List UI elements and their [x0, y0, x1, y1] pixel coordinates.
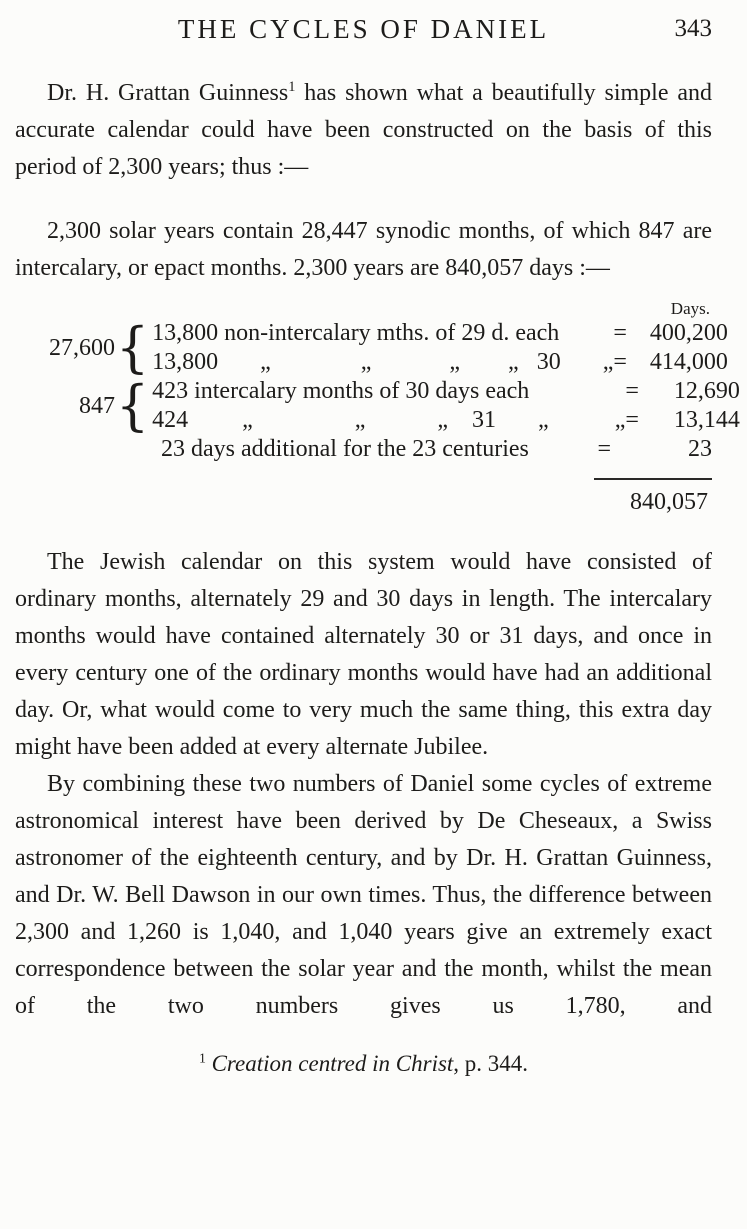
- calc-row-value: 400,200: [649, 320, 728, 346]
- table-row: [152, 377, 740, 406]
- equals-sign: =: [597, 436, 611, 462]
- left-brace-icon: {: [116, 374, 150, 438]
- calc-row-text: 13,800 „ „ „ „ 30 „: [152, 349, 614, 375]
- equals-sign: =: [625, 378, 639, 404]
- calc-row-text: 23 days additional for the 23 centuries: [161, 436, 529, 462]
- page-title: THE CYCLES OF DANIEL: [177, 14, 550, 44]
- table-row: [152, 319, 728, 348]
- paragraph-intro: [15, 75, 712, 186]
- calc-row-text: 424 „ „ „ 31 „ „: [152, 407, 626, 433]
- footnote-book-title: Creation centred in Christ: [211, 1051, 454, 1076]
- table-row: [152, 406, 740, 435]
- equals-sign: =: [625, 407, 639, 433]
- calc-row-value: 23: [688, 436, 712, 462]
- book-page: [15, 14, 740, 1077]
- paragraph-intro-rest: has shown what a beautifully simple and accurate calendar could have been constructed on the basis of this period of 2,300 years; thus :—: [15, 80, 712, 180]
- calc-row-text: 13,800 non-intercalary mths. of 29 d. each: [152, 320, 560, 346]
- paragraph-cycles: By combining these two numbers of Daniel some cycles of extreme astronomical interest have been derived by De Cheseaux, a Swiss astronomer of the eighteenth century, and by Dr. H. Grattan Guinness, and Dr. W. Bell Dawson in our own times. Thus, the difference between 2,300 and 1,260 is 1,040, and 1,040 years give an extremely exact correspondence between the solar year and the month, whilst the mean of the two numbers gives us 1,780, and: [15, 771, 712, 1019]
- footnote-page-reference: , p. 344.: [453, 1051, 529, 1076]
- table-row-additional-days: [161, 435, 712, 464]
- footnote-number: 1: [198, 1050, 206, 1066]
- table-total-row: [15, 478, 712, 517]
- footnote-reference-marker: 1: [288, 79, 296, 95]
- days-column-label: Days.: [670, 299, 710, 318]
- calc-row-text: 423 intercalary months of 30 days each: [152, 378, 530, 404]
- equals-sign: =: [613, 349, 627, 375]
- equals-sign: =: [613, 320, 627, 346]
- calc-group-lines: [152, 319, 728, 377]
- calculation-table: [15, 299, 740, 517]
- left-brace-icon: {: [116, 316, 150, 380]
- calc-group-non-intercalary: [15, 316, 728, 380]
- total-days-value: 840,057: [630, 489, 708, 515]
- page-number: 343: [674, 15, 712, 42]
- group-total-months: 847: [79, 392, 115, 419]
- page-header: [15, 14, 712, 45]
- calc-group-intercalary: [15, 374, 740, 438]
- paragraph-jewish-calendar: The Jewish calendar on this system would have consisted of ordinary months, alternately 29 and 30 days in length. The intercalary months would have contained alternately 30 or 31 days, and once in every century one of the ordinary months would have had an additional day. Or, what would come to very much the same thing, this extra day might have been added at every alternate Jubilee.: [15, 549, 712, 760]
- calc-row-value: 12,690: [673, 378, 740, 404]
- calc-row-value: 414,000: [649, 349, 728, 375]
- group-total-months: 27,600: [49, 334, 115, 361]
- calc-row-value: 13,144: [673, 407, 740, 433]
- paragraph-solar-years: 2,300 solar years contain 28,447 synodic months, of which 847 are intercalary, or epact months. 2,300 years are 840,057 days :—: [15, 218, 712, 281]
- calc-group-lines: [152, 377, 740, 435]
- paragraph-intro-lead: Dr. H. Grattan Guinness: [47, 80, 289, 106]
- table-row: [152, 348, 728, 377]
- footnote: [15, 1051, 712, 1077]
